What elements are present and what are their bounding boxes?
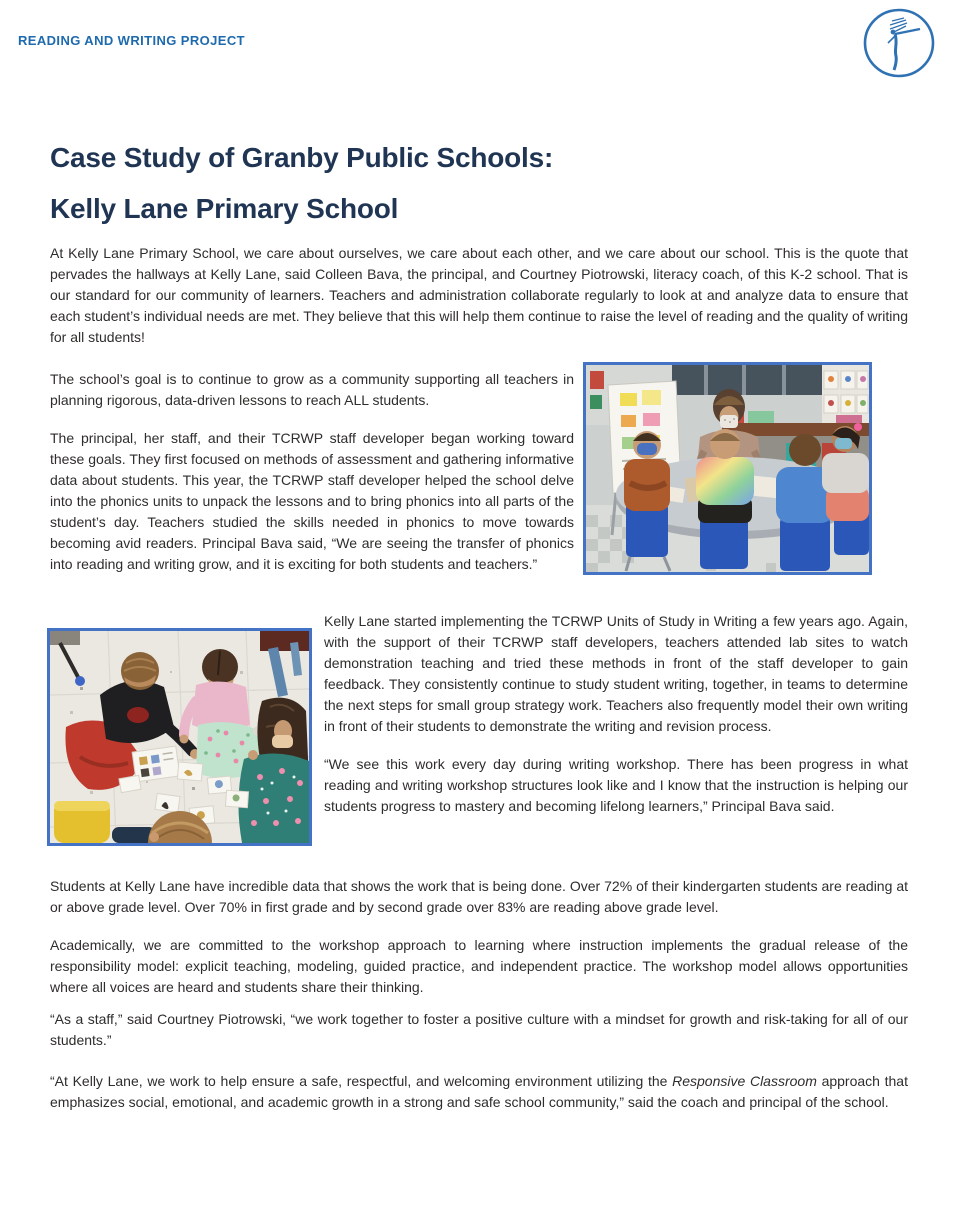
paragraph-reading-data: Students at Kelly Lane have incredible data that shows the work that is being done. Over 72% of their kindergarten students are reading at or above grade level. Over 70% in first grade and by second grade over 83% are reading above grade level. [50,878,908,915]
flying-reader-icon [862,8,936,78]
responsive-classroom-italic: Responsive Classroom [672,1073,817,1089]
paragraph-workshop-quote: “We see this work every day during writing workshop. There has been progress in what reading and writing workshop structures look like and I know that the instruction is helping our students progress to mastery and becoming lifelong learners,” Principal Bava said. [324,756,908,814]
brand-wordmark: READING AND WRITING PROJECT [18,33,245,48]
paragraph-phonics: The principal, her staff, and their TCRWP staff developer began working toward these goals. They first focused on methods of assessment and gathering informative data about students. This year, the TCRWP staff developer helped the school delve into the phonics units to unpack the lessons and to bring phonics into all parts of the student’s day. Teachers studied the skills needed in phonics to move towards becoming avid readers. Principal Bava said, “We are seeing the transfer of phonics into reading and writing grow, and it is exciting for both students and teachers.” [50,430,574,572]
p9-text-before: “At Kelly Lane, we work to help ensure a safe, respectful, and welcoming environment utilizing the [50,1073,673,1089]
tcrwp-logo-icon [862,8,936,78]
paragraph-workshop-approach: Academically, we are committed to the workshop approach to learning where instruction implements the gradual release of the responsibility model: explicit teaching, modeling, guided practice, and independent practice. The workshop model allows opportunities where all voices are heard and students share their thinking. [50,937,908,995]
paragraph-responsive-classroom [50,1071,908,1113]
floor-cards-illustration [50,631,309,843]
paragraph-staff-quote: “As a staff,” said Courtney Piotrowski, “we work together to foster a positive culture with a mindset for growth and risk-taking for all of our students.” [50,1011,908,1048]
left-text-column [50,369,574,575]
right-text-column [324,611,908,817]
paragraph-writing-units: Kelly Lane started implementing the TCRWP Units of Study in Writing a few years ago. Again, with the support of their TCRWP staff developers, teachers attended lab sites to watch demonstration teaching and tried these methods in front of the staff developer to gain feedback. They consistently continue to study student writing, together, in teams to determine the next steps for small group strategy work. Teachers also frequently model their own writing in front of their students to demonstrate the writing and revision process. [324,613,908,734]
page-title [50,132,910,234]
p9-text-after: approach that emphasizes social, emotional, and academic growth in a strong and safe school community,” said the coach and principal of the school. [50,1073,908,1110]
floor-cards-photo [47,628,312,846]
paragraph-school-goal: The school’s goal is to continue to grow as a community supporting all teachers in planning rigorous, data-driven lessons to reach ALL students. [50,371,574,408]
title-line-2: Kelly Lane Primary School [50,193,399,224]
paragraph-intro: At Kelly Lane Primary School, we care about ourselves, we care about each other, and we care about our school. This is the quote that pervades the hallways at Kelly Lane, said Colleen Bava, the principal, and Courtney Piotrowski, literacy coach, of this K-2 school. That is our standard for our community of learners. Teachers and administration collaborate regularly to look at and analyze data to ensure that each student’s individual needs are met. They believe that this will help them continue to raise the level of reading and the quality of writing for all students! [50,245,908,345]
classroom-table-illustration [586,365,869,572]
classroom-table-photo [583,362,872,575]
title-line-1: Case Study of Granby Public Schools: [50,142,554,173]
